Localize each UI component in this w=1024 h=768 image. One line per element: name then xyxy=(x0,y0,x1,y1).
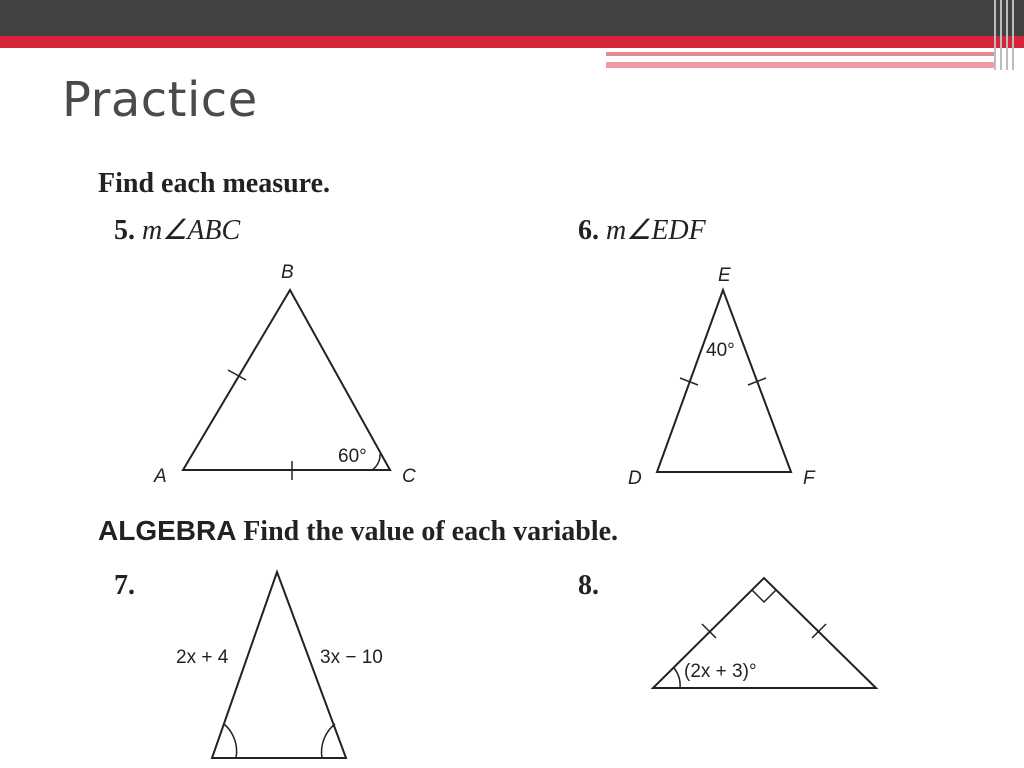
angle-arc-c xyxy=(372,454,380,470)
vertex-b-label: B xyxy=(281,262,294,283)
problem-6-number: 6. xyxy=(578,215,599,246)
side-left-label: 2x + 4 xyxy=(176,647,229,668)
triangle-problem-7 xyxy=(176,572,383,758)
angle-e-label: 40° xyxy=(706,340,735,361)
base-angle-arc xyxy=(674,668,680,688)
right-angle-marker xyxy=(752,590,776,602)
triangle-abc xyxy=(153,262,416,487)
base-angle-arc-left xyxy=(224,724,237,758)
triangle-edf xyxy=(628,265,816,489)
side-right-label: 3x − 10 xyxy=(320,647,383,668)
algebra-instruction: Find the value of each variable. xyxy=(243,516,619,547)
problem-6-expression: m∠EDF xyxy=(606,215,706,246)
triangle-problem-8 xyxy=(653,578,876,688)
problem-5-number: 5. xyxy=(114,215,135,246)
slide-title: Practice xyxy=(62,72,258,128)
algebra-label: ALGEBRA xyxy=(98,515,236,546)
problem-8-number: 8. xyxy=(578,570,599,601)
vertex-e-label: E xyxy=(718,265,731,286)
vertex-a-label: A xyxy=(154,466,167,487)
base-angle-arc-right xyxy=(322,724,335,758)
triangle-edf-shape xyxy=(657,290,791,472)
triangle-abc-shape xyxy=(183,290,390,470)
problem-5-expression: m∠ABC xyxy=(142,215,241,246)
tick-mark-left-leg xyxy=(702,624,716,638)
instruction-find-measure: Find each measure. xyxy=(98,168,331,199)
problem-7-number: 7. xyxy=(114,570,135,601)
vertex-c-label: C xyxy=(402,466,416,487)
angle-c-label: 60° xyxy=(338,446,367,467)
vertex-d-label: D xyxy=(628,468,642,489)
vertex-f-label: F xyxy=(803,468,815,489)
angle-label-8: (2x + 3)° xyxy=(684,661,757,682)
